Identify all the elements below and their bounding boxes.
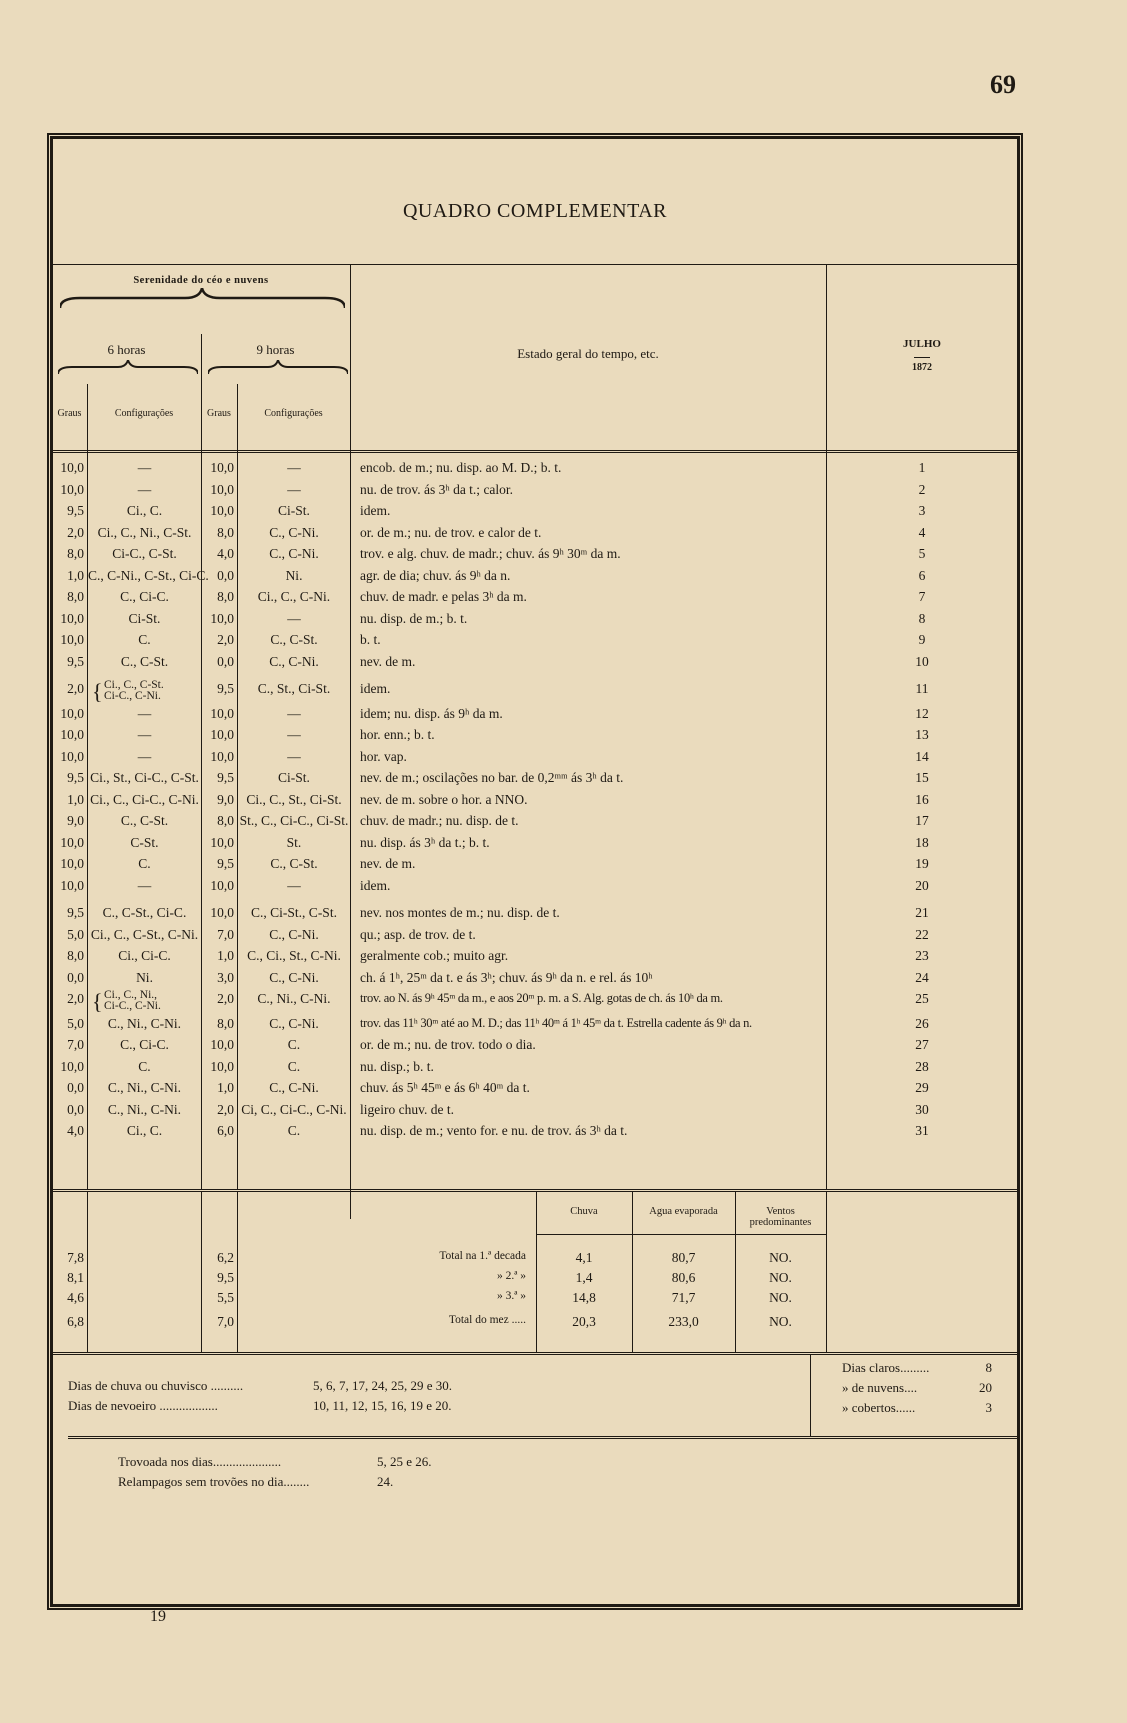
relampagos-label: Relampagos sem trovões no dia........ <box>118 1474 310 1489</box>
config-9h: Ci-St. <box>278 503 310 518</box>
config-6h: Ci., St., Ci-C., C-St. <box>90 770 199 785</box>
config-9h: C., C-Ni. <box>269 524 319 540</box>
config-9h: Ci., C., St., Ci-St. <box>246 791 342 807</box>
graus-6h: 8,0 <box>67 948 84 963</box>
config-6h: C. <box>138 632 151 647</box>
table-title: QUADRO COMPLEMENTAR <box>402 200 668 222</box>
summary-label: Total do mez ..... <box>448 1314 526 1326</box>
day-number: 18 <box>915 834 929 850</box>
day-number: 30 <box>915 1101 929 1117</box>
config-9h: C., C-Ni. <box>269 969 319 985</box>
graus-9h: 3,0 <box>217 969 234 985</box>
table-row <box>52 970 1018 991</box>
footer-number: 19 <box>150 1608 166 1625</box>
day-number: 10 <box>915 653 929 669</box>
day-number: 25 <box>915 991 929 1006</box>
trovoada-value: 5, 25 e 26. <box>377 1454 432 1469</box>
estado-geral: nev. nos montes de m.; nu. disp. de t. <box>360 905 560 920</box>
graus-9h: 2,0 <box>217 632 234 647</box>
day-number: 29 <box>915 1080 929 1095</box>
config-9h: Ci-St. <box>278 770 310 785</box>
table-row <box>52 681 1018 702</box>
graus-6h: 2,0 <box>67 524 84 540</box>
config-6h: C., Ci-C. <box>120 1037 169 1052</box>
graus-9h: 9,0 <box>217 791 234 807</box>
graus-6h: 10,0 <box>60 877 84 893</box>
dias-nuvens-label: » de nuvens.... <box>842 1380 918 1395</box>
graus-6h: 1,0 <box>67 567 84 583</box>
config-9h: C. <box>287 1058 301 1074</box>
dias-nuvens-value: 20 <box>979 1380 992 1395</box>
day-number: 12 <box>915 705 929 721</box>
graus-9h: 9,5 <box>217 856 234 871</box>
estado-geral: idem; nu. disp. ás 9ʰ da m. <box>360 705 503 721</box>
dias-nevoeiro-value: 10, 11, 12, 15, 16, 19 e 20. <box>313 1398 452 1413</box>
config-9h: — <box>287 460 301 475</box>
graus-6h: 8,0 <box>67 589 84 604</box>
graus-9h: 8,0 <box>217 813 234 828</box>
config-9h: — <box>287 877 301 893</box>
config-6h: C., C-St. <box>120 653 169 669</box>
estado-geral: nu. disp. ás 3ʰ da t.; b. t. <box>360 834 490 850</box>
day-number: 22 <box>915 926 929 942</box>
day-number: 2 <box>918 481 926 497</box>
config-6h: Ci., C., Ni., C-St. <box>97 524 192 540</box>
config-6h: Ni. <box>136 969 153 985</box>
graus-9h: 10,0 <box>210 503 234 518</box>
config-9h: C. <box>287 1123 301 1138</box>
table-row <box>52 835 1018 856</box>
day-number: 3 <box>918 503 926 518</box>
day-number: 13 <box>915 727 929 742</box>
config-9h: Ci., C., C-Ni. <box>257 589 331 604</box>
day-number: 6 <box>918 567 926 583</box>
config-6h: Ci., C. <box>126 1123 163 1138</box>
graus-9h: 7,0 <box>217 926 234 942</box>
graus-9h: 10,0 <box>210 834 234 850</box>
day-number: 9 <box>918 632 926 647</box>
config-9h: — <box>287 727 301 742</box>
graus-9h: 6,0 <box>217 1123 234 1138</box>
config-6h: C. <box>138 856 151 871</box>
config-9h: C., C-St. <box>270 632 318 647</box>
day-number: 20 <box>915 877 929 893</box>
estado-geral: nev. de m. <box>360 653 416 669</box>
summary-graus-9h: 7,0 <box>217 1314 234 1329</box>
graus-6h: 10,0 <box>60 481 84 497</box>
table-row <box>52 706 1018 727</box>
config-9h: Ci, C., Ci-C., C-Ni. <box>241 1101 347 1117</box>
table-row <box>52 749 1018 770</box>
graus-6h: 10,0 <box>60 460 84 475</box>
graus-9h: 10,0 <box>210 460 234 475</box>
dias-claros-value: 8 <box>985 1360 992 1375</box>
estado-geral: ligeiro chuv. de t. <box>360 1101 454 1117</box>
estado-geral: hor. vap. <box>360 748 407 764</box>
graus-6h: 10,0 <box>60 748 84 764</box>
graus-9h: 8,0 <box>217 1015 234 1031</box>
table-row <box>52 856 1018 877</box>
graus-6h: 10,0 <box>60 834 84 850</box>
config-9h: St., C., Ci-C., Ci-St. <box>239 813 349 828</box>
graus-6h: 0,0 <box>67 969 84 985</box>
config-6h-line2: Ci-C., C-Ni. <box>104 1000 161 1012</box>
day-number: 24 <box>915 969 929 985</box>
header-graus-6: Graus <box>57 408 82 419</box>
summary-row <box>52 1250 1018 1271</box>
table-row <box>52 568 1018 589</box>
estado-geral: idem. <box>360 503 391 518</box>
estado-geral: chuv. de madr.; nu. disp. de t. <box>360 813 519 828</box>
summary-graus-9h: 5,5 <box>217 1290 234 1305</box>
graus-9h: 9,5 <box>217 681 234 696</box>
config-6h-line1: Ci., C., C-St. <box>104 679 164 691</box>
summary-graus-9h: 9,5 <box>217 1270 234 1285</box>
config-9h: C., C-St. <box>270 856 318 871</box>
table-row <box>52 589 1018 610</box>
config-9h: C., C-Ni. <box>269 926 319 942</box>
graus-9h: 10,0 <box>210 877 234 893</box>
summary-row <box>52 1290 1018 1311</box>
config-9h: C., C-Ni. <box>269 653 319 669</box>
day-number: 15 <box>915 770 929 785</box>
summary-agua: 80,6 <box>671 1270 696 1285</box>
graus-6h: 4,0 <box>67 1123 84 1138</box>
table-row <box>52 460 1018 481</box>
graus-6h: 9,5 <box>67 653 84 669</box>
config-9h: Ni. <box>285 567 303 583</box>
header-year: 1872 <box>912 362 932 373</box>
table-row <box>52 727 1018 748</box>
estado-geral: idem. <box>360 877 391 893</box>
table-row <box>52 1059 1018 1080</box>
config-9h: — <box>287 481 301 497</box>
config-6h-line1: Ci., C., Ni., <box>104 989 158 1001</box>
graus-6h: 1,0 <box>67 791 84 807</box>
graus-9h: 8,0 <box>217 524 234 540</box>
table-frame <box>47 133 1023 1610</box>
estado-geral: geralmente cob.; muito agr. <box>360 948 509 963</box>
config-6h: C., Ci-C. <box>120 589 169 604</box>
header-chuva: Chuva <box>570 1206 598 1217</box>
day-number: 7 <box>918 589 926 604</box>
config-9h: C., Ni., C-Ni. <box>257 991 331 1006</box>
config-9h: — <box>287 610 301 626</box>
estado-geral: chuv. ás 5ʰ 45ᵐ e ás 6ʰ 40ᵐ da t. <box>360 1080 530 1095</box>
dias-chuva-label: Dias de chuva ou chuvisco .......... <box>68 1378 244 1393</box>
config-6h: C-St. <box>130 834 159 850</box>
day-number: 4 <box>918 524 926 540</box>
summary-graus-6h: 6,8 <box>67 1314 84 1329</box>
estado-geral: idem. <box>360 681 391 696</box>
config-6h: Ci., Ci-C. <box>118 948 171 963</box>
estado-geral: hor. enn.; b. t. <box>360 727 435 742</box>
config-6h: C. <box>138 1058 151 1074</box>
config-6h: — <box>137 748 152 764</box>
graus-6h: 9,5 <box>67 503 84 518</box>
header-agua: Agua evaporada <box>649 1206 718 1217</box>
graus-9h: 0,0 <box>217 653 234 669</box>
brace-top-icon <box>60 288 345 310</box>
dias-nevoeiro-label: Dias de nevoeiro .................. <box>68 1398 218 1413</box>
table-row <box>52 546 1018 567</box>
config-6h: Ci-St. <box>128 610 161 626</box>
summary-chuva: 4,1 <box>575 1250 593 1265</box>
graus-6h: 10,0 <box>60 1058 84 1074</box>
summary-chuva: 20,3 <box>572 1314 596 1329</box>
graus-6h: 10,0 <box>60 727 84 742</box>
graus-9h: 0,0 <box>217 567 234 583</box>
summary-label: » 3.ª » <box>496 1290 526 1302</box>
table-row <box>52 1123 1018 1144</box>
graus-6h: 7,0 <box>67 1037 84 1052</box>
table-row <box>52 611 1018 632</box>
estado-geral: chuv. de madr. e pelas 3ʰ da m. <box>360 589 527 604</box>
graus-9h: 10,0 <box>210 727 234 742</box>
brace-glyph: { <box>92 989 103 1014</box>
estado-geral: ch. á 1ʰ, 25ᵐ da t. e ás 3ʰ; chuv. ás 9ʰ da n. e rel. ás 10ʰ <box>360 969 653 985</box>
table-row <box>52 1102 1018 1123</box>
relampagos-value: 24. <box>377 1474 394 1489</box>
table-row <box>52 813 1018 834</box>
estado-geral: encob. de m.; nu. disp. ao M. D.; b. t. <box>360 460 562 475</box>
table-row <box>52 503 1018 524</box>
config-6h: Ci., C., Ci-C., C-Ni. <box>90 791 199 807</box>
graus-9h: 10,0 <box>210 481 234 497</box>
estado-geral: trov. ao N. ás 9ʰ 45ᵐ da m., e aos 20ᵐ p. m. a S. Alg. gotas de ch. ás 10ʰ da m. <box>360 991 723 1005</box>
config-6h: — <box>137 481 152 497</box>
header-ventos: Ventos predominantes <box>749 1206 812 1228</box>
dias-chuva-value: 5, 6, 7, 17, 24, 25, 29 e 30. <box>313 1378 453 1393</box>
estado-geral: nev. de m. <box>360 856 416 871</box>
graus-9h: 4,0 <box>217 546 234 561</box>
config-6h-line2: Ci-C., C-Ni. <box>104 690 161 702</box>
estado-geral: nu. disp. de m.; vento for. e nu. de trov. ás 3ʰ da t. <box>360 1123 628 1138</box>
config-6h: Ci., C., C-St., C-Ni. <box>90 926 199 942</box>
summary-graus-9h: 6,2 <box>217 1250 234 1265</box>
config-6h: C., Ni., C-Ni. <box>107 1015 182 1031</box>
summary-agua: 71,7 <box>671 1290 696 1305</box>
summary-row <box>52 1270 1018 1291</box>
summary-row <box>52 1314 1018 1335</box>
dias-cobertos-value: 3 <box>985 1400 992 1415</box>
config-6h: C., Ni., C-Ni. <box>107 1080 182 1095</box>
graus-6h: 0,0 <box>67 1101 84 1117</box>
estado-geral: trov. das 11ʰ 30ᵐ até ao M. D.; das 11ʰ 40ᵐ á 1ʰ 45ᵐ da t. Estrella cadente ás 9ʰ da n. <box>360 1015 752 1030</box>
day-number: 17 <box>915 813 929 828</box>
config-6h: C., Ni., C-Ni. <box>107 1101 182 1117</box>
graus-6h: 10,0 <box>60 705 84 721</box>
brace-6h-icon <box>58 360 198 376</box>
config-6h: C., C-St., Ci-C. <box>102 905 187 920</box>
table-row <box>52 482 1018 503</box>
config-6h: — <box>137 727 152 742</box>
day-number: 19 <box>915 856 929 871</box>
summary-vento: NO. <box>769 1270 792 1285</box>
header-estado: Estado geral do tempo, etc. <box>517 346 659 361</box>
day-number: 16 <box>915 791 929 807</box>
config-9h: C., C-Ni. <box>269 1015 319 1031</box>
day-number: 1 <box>918 460 926 475</box>
day-number: 11 <box>915 681 929 696</box>
estado-geral: b. t. <box>360 632 381 647</box>
header-config-9: Configurações <box>264 408 323 419</box>
table-row <box>52 948 1018 969</box>
header-9-horas: 9 horas <box>256 342 295 357</box>
config-6h: Ci-C., C-St. <box>112 546 177 561</box>
day-number: 27 <box>915 1037 929 1052</box>
summary-vento: NO. <box>769 1250 792 1265</box>
table-row <box>52 905 1018 926</box>
graus-9h: 10,0 <box>210 610 234 626</box>
graus-9h: 2,0 <box>217 991 234 1006</box>
graus-6h: 9,5 <box>67 905 84 920</box>
graus-6h: 0,0 <box>67 1080 84 1095</box>
trovoada-label: Trovoada nos dias..................... <box>118 1454 282 1469</box>
config-9h: C., Ci., St., C-Ni. <box>247 948 341 963</box>
graus-9h: 10,0 <box>210 705 234 721</box>
summary-vento: NO. <box>769 1290 792 1305</box>
summary-graus-6h: 7,8 <box>67 1250 84 1265</box>
summary-chuva: 1,4 <box>575 1270 593 1285</box>
config-9h: C., C-Ni. <box>269 1080 319 1095</box>
config-6h: — <box>137 460 152 475</box>
graus-9h: 10,0 <box>210 905 234 920</box>
brace-glyph: { <box>92 679 103 704</box>
config-6h: — <box>137 705 152 721</box>
config-6h: Ci., C. <box>126 503 163 518</box>
estado-geral: agr. de dia; chuv. ás 9ʰ da n. <box>360 567 511 583</box>
graus-9h: 1,0 <box>217 1080 234 1095</box>
config-9h: C., St., Ci-St. <box>257 681 331 696</box>
graus-6h: 10,0 <box>60 856 84 871</box>
dias-cobertos-label: » cobertos...... <box>842 1400 916 1415</box>
estado-geral: nu. disp. de m.; b. t. <box>360 610 468 626</box>
day-number: 28 <box>915 1058 929 1074</box>
day-number: 8 <box>918 610 926 626</box>
config-6h: — <box>137 877 152 893</box>
day-number: 31 <box>915 1123 929 1138</box>
summary-label: » 2.ª » <box>496 1270 526 1282</box>
estado-geral: nu. de trov. ás 3ʰ da t.; calor. <box>360 481 514 497</box>
table-row <box>52 1016 1018 1037</box>
graus-9h: 8,0 <box>217 589 234 604</box>
table-row <box>52 654 1018 675</box>
brace-9h-icon <box>208 360 348 376</box>
config-6h: C., C-Ni., C-St., Ci-C. <box>88 567 209 583</box>
graus-6h: 9,5 <box>67 770 84 785</box>
config-9h: — <box>287 705 301 721</box>
summary-graus-6h: 4,6 <box>67 1290 84 1305</box>
graus-6h: 2,0 <box>67 991 84 1006</box>
summary-vento: NO. <box>769 1314 792 1329</box>
graus-9h: 10,0 <box>210 1058 234 1074</box>
summary-label: Total na 1.ª decada <box>439 1250 526 1262</box>
graus-9h: 10,0 <box>210 748 234 764</box>
dias-claros-label: Dias claros......... <box>842 1360 930 1375</box>
table-row <box>52 1037 1018 1058</box>
header-month: JULHO <box>903 338 941 350</box>
graus-6h: 10,0 <box>60 632 84 647</box>
estado-geral: nev. de m. sobre o hor. a NNO. <box>360 791 528 807</box>
header-graus-9: Graus <box>207 408 231 419</box>
summary-chuva: 14,8 <box>572 1290 596 1305</box>
config-9h: St. <box>286 834 302 850</box>
day-number: 21 <box>915 905 929 920</box>
summary-graus-6h: 8,1 <box>67 1270 84 1285</box>
graus-6h: 2,0 <box>67 681 84 696</box>
estado-geral: nev. de m.; oscilações no bar. de 0,2ᵐᵐ ás 3ʰ da t. <box>360 770 624 785</box>
table-row <box>52 878 1018 899</box>
estado-geral: trov. e alg. chuv. de madr.; chuv. ás 9ʰ 30ᵐ da m. <box>360 546 621 561</box>
page-number: 69 <box>990 70 1016 99</box>
day-number: 23 <box>915 948 929 963</box>
table-row <box>52 927 1018 948</box>
table-row <box>52 770 1018 791</box>
header-serenity: Serenidade do céo e nuvens <box>133 275 269 286</box>
table-row <box>52 525 1018 546</box>
graus-6h: 10,0 <box>60 610 84 626</box>
graus-6h: 5,0 <box>67 926 84 942</box>
table-row <box>52 991 1018 1012</box>
day-number: 26 <box>915 1015 929 1031</box>
config-9h: — <box>287 748 301 764</box>
summary-agua: 80,7 <box>671 1250 696 1265</box>
summary-agua: 233,0 <box>668 1314 699 1329</box>
table-row <box>52 632 1018 653</box>
estado-geral: or. de m.; nu. de trov. e calor de t. <box>360 524 542 540</box>
estado-geral: or. de m.; nu. de trov. todo o dia. <box>360 1037 536 1052</box>
header-config-6: Configurações <box>114 408 174 419</box>
graus-6h: 8,0 <box>67 546 84 561</box>
config-6h: C., C-St. <box>120 813 169 828</box>
config-9h: C., C-Ni. <box>269 546 319 561</box>
day-number: 5 <box>918 546 926 561</box>
day-number: 14 <box>915 748 929 764</box>
graus-6h: 9,0 <box>67 813 84 828</box>
table-row <box>52 1080 1018 1101</box>
graus-9h: 2,0 <box>217 1101 234 1117</box>
graus-9h: 10,0 <box>210 1037 234 1052</box>
graus-9h: 9,5 <box>217 770 234 785</box>
graus-6h: 5,0 <box>67 1015 84 1031</box>
config-9h: C., Ci-St., C-St. <box>251 905 337 920</box>
config-9h: C. <box>287 1037 301 1052</box>
estado-geral: qu.; asp. de trov. de t. <box>360 926 476 942</box>
header-6-horas: 6 horas <box>107 342 146 357</box>
graus-9h: 1,0 <box>217 948 234 963</box>
estado-geral: nu. disp.; b. t. <box>360 1058 434 1074</box>
table-row <box>52 792 1018 813</box>
